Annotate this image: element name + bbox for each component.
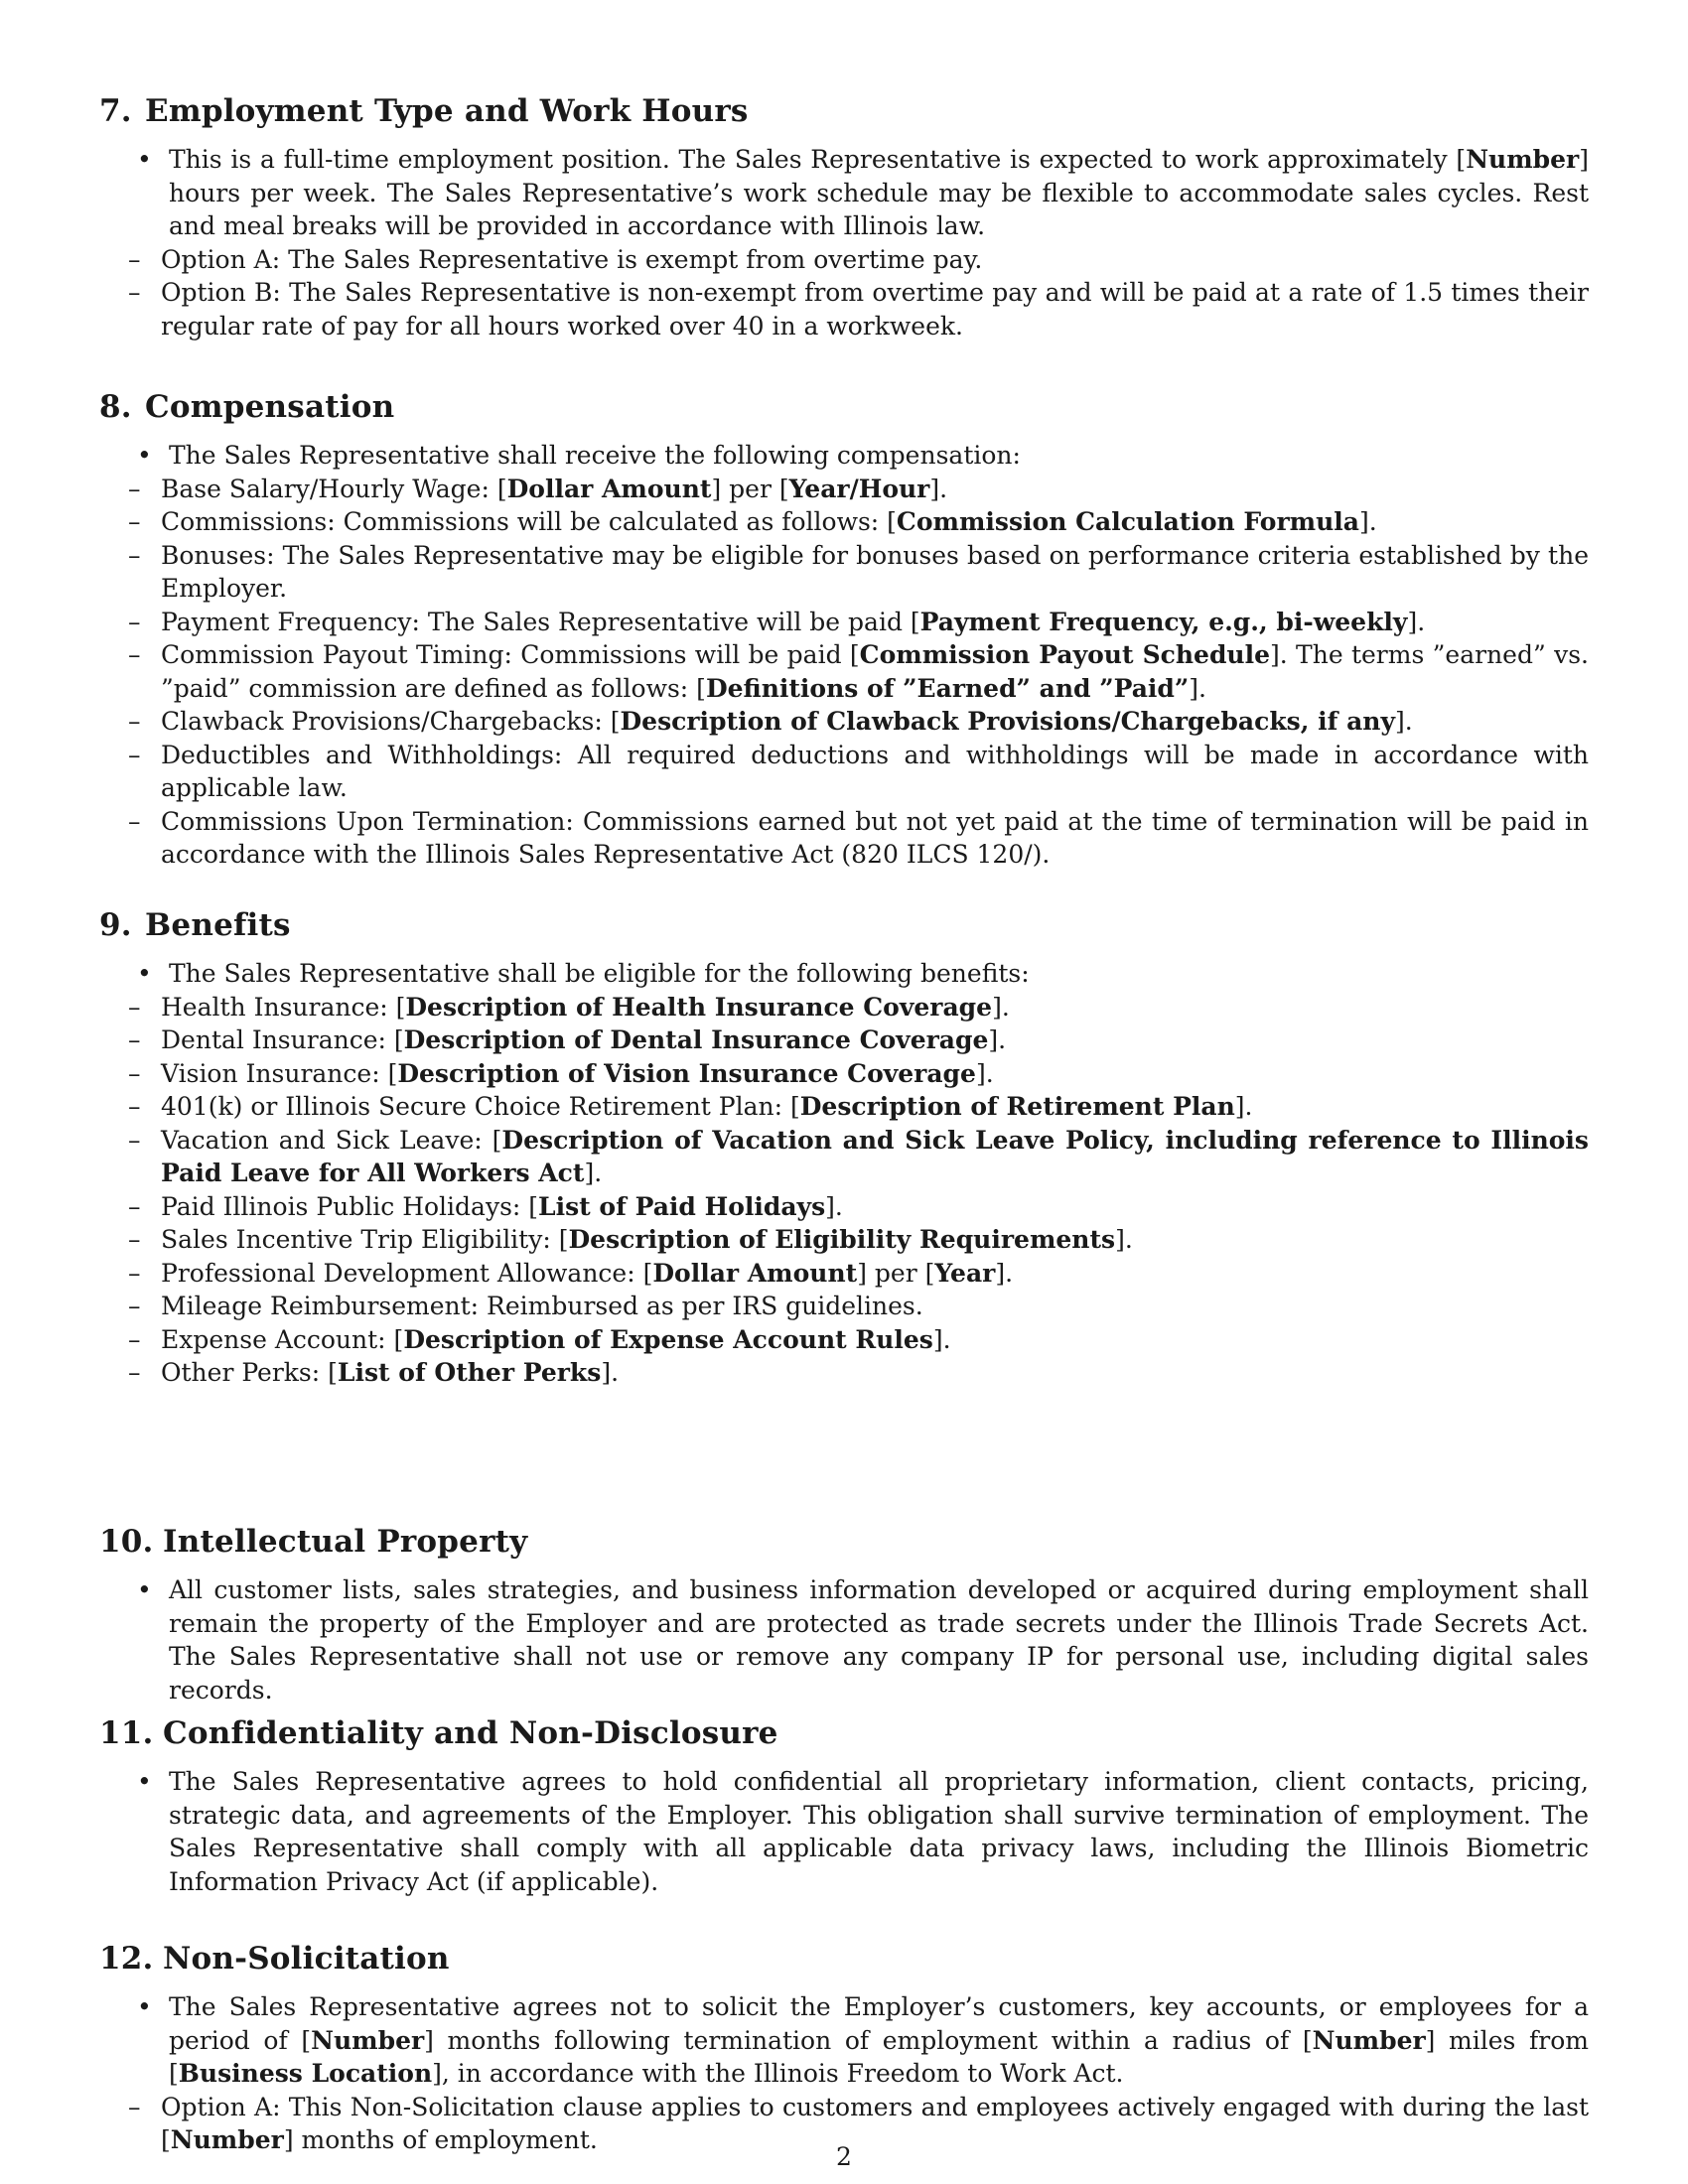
dash-icon: – (128, 740, 141, 769)
bullet-item: • The Sales Representative agrees not to solicit the Employer’s customers, key accounts, or employees for a period of [Number] months following termination of employment within a radius of [Number] miles from [Business Location], in accordance with the Illinois Freedom to Work Act. (137, 1992, 1589, 2088)
sub-item-payment-frequency: – Payment Frequency: The Sales Representative will be paid [Payment Frequency, e.g., bi-weekly]. (99, 606, 1589, 639)
section-intellectual-property (99, 1522, 1589, 1706)
section-confidentiality (99, 1713, 1589, 1898)
dash-icon: – (128, 707, 141, 736)
section-heading: 8. Compensation (99, 389, 395, 425)
bullet-icon: • (137, 1575, 152, 1604)
section-heading: 12. Non-Solicitation (99, 1941, 450, 1977)
sub-item-dental: – Dental Insurance: [Description of Dental Insurance Coverage]. (99, 1024, 1589, 1057)
sub-item-expense-account: – Expense Account: [Description of Expense Account Rules]. (99, 1323, 1589, 1357)
dash-icon: – (128, 1225, 141, 1254)
dash-icon: – (128, 1324, 141, 1354)
dash-icon: – (128, 244, 141, 274)
section-employment-type (99, 91, 1589, 342)
sub-item-development-allowance: – Professional Development Allowance: [Dollar Amount] per [Year]. (99, 1257, 1589, 1291)
bullet-icon: • (137, 145, 152, 174)
sub-item-retirement: – 401(k) or Illinois Secure Choice Retirement Plan: [Description of Retirement Plan]. (99, 1090, 1589, 1124)
sub-item-bonuses: – Bonuses: The Sales Representative may be eligible for bonuses based on performance criteria established by the Employer. (128, 540, 1589, 603)
bullet-item: • The Sales Representative agrees to hold confidential all proprietary information, client contacts, pricing, strategic data, and agreements of the Employer. This obligation shall survive termination of employment. The Sales Representative shall comply with all applicable data privacy laws, including the Illinois Biometric Information Privacy Act (if applicable). (137, 1767, 1589, 1896)
page-number: 2 (836, 2142, 852, 2171)
dash-icon: – (128, 640, 141, 669)
sub-item-option-a: – Option A: The Sales Representative is exempt from overtime pay. (99, 243, 1589, 277)
sub-item-health: – Health Insurance: [Description of Health Insurance Coverage]. (99, 991, 1589, 1024)
dash-icon: – (128, 1258, 141, 1288)
sub-item-commissions: – Commissions: Commissions will be calculated as follows: [Commission Calculation Formula]. (99, 505, 1589, 539)
bullet-item: • The Sales Representative shall be eligible for the following benefits: (99, 957, 1589, 991)
dash-icon: – (128, 507, 141, 536)
bullet-icon: • (137, 959, 152, 988)
sub-item-clawback: – Clawback Provisions/Chargebacks: [Description of Clawback Provisions/Chargebacks, if any]. (99, 705, 1589, 739)
dash-icon: – (128, 1058, 141, 1088)
dash-icon: – (128, 992, 141, 1022)
sub-item-option-b: – Option B: The Sales Representative is non-exempt from overtime pay and will be paid at a rate of 1.5 times their regular rate of pay for all hours worked over 40 in a workweek. (128, 278, 1589, 341)
section-compensation (99, 387, 1589, 872)
sub-item-incentive-trip: – Sales Incentive Trip Eligibility: [Description of Eligibility Requirements]. (99, 1223, 1589, 1257)
dash-icon: – (128, 540, 141, 570)
dash-icon: – (128, 474, 141, 503)
bullet-item: • This is a full-time employment position. The Sales Representative is expected to work approximately [Number] hours per week. The Sales Representative’s work schedule may be flexible to accommodate sales cycles. Rest and meal breaks will be provided in accordance with Illinois law. (137, 145, 1589, 240)
dash-icon: – (128, 1191, 141, 1221)
sub-item-base-salary: – Base Salary/Hourly Wage: [Dollar Amount] per [Year/Hour]. (99, 473, 1589, 506)
sub-item-vacation: – Vacation and Sick Leave: [Description of Vacation and Sick Leave Policy, including reference to Illinois Paid Leave for All Workers Act]. (128, 1125, 1589, 1187)
section-heading: 7. Employment Type and Work Hours (99, 93, 749, 129)
sub-item-other-perks: – Other Perks: [List of Other Perks]. (99, 1356, 1589, 1390)
section-non-solicitation (99, 1939, 1589, 2157)
dash-icon: – (128, 1125, 141, 1155)
bullet-icon: • (137, 1992, 152, 2021)
bullet-icon: • (137, 441, 152, 470)
section-heading: 10. Intellectual Property (99, 1524, 528, 1560)
dash-icon: – (128, 607, 141, 636)
sub-item-holidays: – Paid Illinois Public Holidays: [List of Paid Holidays]. (99, 1190, 1589, 1224)
sub-item-mileage: – Mileage Reimbursement: Reimbursed as per IRS guidelines. (99, 1290, 1589, 1323)
section-heading: 11. Confidentiality and Non-Disclosure (99, 1715, 778, 1751)
dash-icon: – (128, 1092, 141, 1121)
dash-icon: – (128, 1358, 141, 1387)
sub-item-vision: – Vision Insurance: [Description of Vision Insurance Coverage]. (99, 1057, 1589, 1091)
sub-item-option-a: – Option A: This Non-Solicitation clause applies to customers and employees actively engaged with during the last [Number] months of employment. (128, 2092, 1589, 2154)
section-heading: 9. Benefits (99, 907, 291, 943)
bullet-item: • All customer lists, sales strategies, and business information developed or acquired during employment shall remain the property of the Employer and are protected as trade secrets under the Illinois Trade Secrets Act. The Sales Representative shall not use or remove any company IP for personal use, including digital sales records. (137, 1575, 1589, 1705)
dash-icon: – (128, 1025, 141, 1054)
dash-icon: – (128, 1292, 141, 1320)
sub-item-payout-timing: – Commission Payout Timing: Commissions will be paid [Commission Payout Schedule]. The terms ”earned” vs. ”paid” commission are defined as follows: [Definitions of ”Earned” and ”Paid”]. (128, 640, 1589, 703)
dash-icon: – (128, 278, 141, 307)
sub-item-termination-commissions: – Commissions Upon Termination: Commissions earned but not yet paid at the time of termination will be paid in accordance with the Illinois Sales Representative Act (820 ILCS 120/). (128, 806, 1589, 869)
dash-icon: – (128, 2092, 141, 2121)
dash-icon: – (128, 806, 141, 836)
bullet-icon: • (137, 1767, 152, 1796)
sub-item-deductibles: – Deductibles and Withholdings: All required deductions and withholdings will be made in accordance with applicable law. (128, 740, 1589, 802)
section-benefits (99, 905, 1589, 1390)
bullet-item: • The Sales Representative shall receive the following compensation: (99, 439, 1589, 473)
